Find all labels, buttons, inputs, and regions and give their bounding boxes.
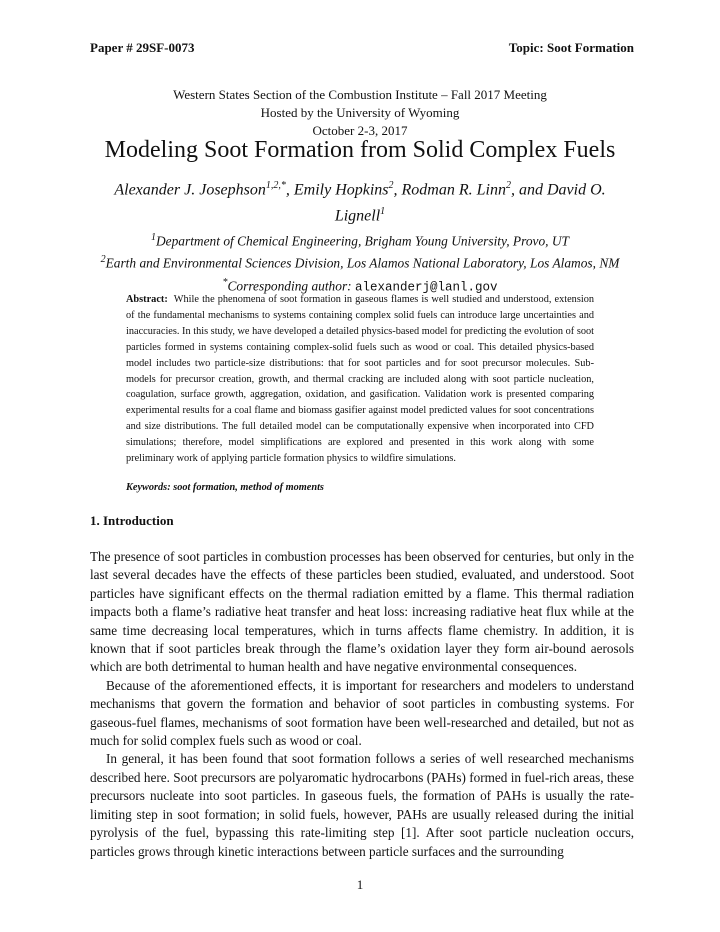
author-affiliation-mark: 2 [505, 180, 511, 191]
corresponding-mark: * [222, 276, 228, 288]
paragraph: In general, it has been found that soot formation follows a series of well researched mechanisms described here. Soot precursors are polyaromatic hydrocarbons (PAHs) formed in fuel-rich areas, these precursors nucleate into soot particles. In gaseous fuels, the formation of PAHs is usually the rate-limiting step in soot formation; in solid fuels, however, PAHs are usually released during the initial pyrolysis of the fuel, bypassing this rate-limiting step [1]. After soot particle nucleation occurs, particles grows through kinetic interactions between particle surfaces and the surrounding [90, 751, 634, 859]
affiliation-mark: 2 [100, 254, 106, 266]
body-text [90, 548, 634, 861]
author-separator: , [393, 181, 402, 199]
paper-topic: Topic: Soot Formation [508, 40, 634, 55]
author-affiliation-mark: 1,2,* [265, 180, 286, 191]
abstract-label: Abstract: [126, 294, 168, 305]
author-name: David O. Lignell [334, 181, 606, 225]
author-name: Rodman R. Linn [401, 181, 506, 199]
author-separator: , and [510, 181, 547, 199]
affiliation-text: Earth and Environmental Sciences Division, Los Alamos National Laboratory, Los Alamos, NM [105, 255, 620, 271]
author-affiliation-mark: 1 [380, 206, 386, 218]
paragraph: The presence of soot particles in combustion processes has been observed for centuries, but only in the last several decades have the effects of these particles been studied, evaluated, and understood. Soot particles have significant effects on the thermal radiation emitted by a flame. This thermal radiation impacts both a flame’s radiative heat transfer and heat loss: increasing radiative heat flux while at the same time decreasing local temperatures, which in turns affects flame chemistry. In addition, it is known that if soot particles break through the flame’s oxidation layer they form air-bound aerosols which are both detrimental to human health and have negative environmental consequences. [90, 549, 634, 675]
author-name: Emily Hopkins [293, 181, 389, 199]
author-separator: , [285, 181, 294, 199]
page-number: 1 [356, 877, 364, 892]
affiliation-2 [0, 250, 720, 272]
meeting-info [0, 86, 720, 140]
meeting-line-2: Hosted by the University of Wyoming [260, 105, 460, 120]
affiliation-1 [0, 228, 720, 250]
affiliations [0, 228, 720, 297]
paragraph: Because of the aforementioned effects, it is important for researchers and modelers to understand mechanisms that govern the formation and behavior of soot particles in combusting systems. For gaseous-fuel flames, mechanisms of soot formation have been well-researched and detailed, but not as much for solid complex fuels such as wood or coal. [90, 677, 634, 749]
corresponding-email: alexanderj@lanl.gov [354, 280, 498, 295]
affiliation-mark: 1 [151, 232, 156, 243]
meeting-line-3: October 2-3, 2017 [312, 123, 408, 138]
paper-title: Modeling Soot Formation from Solid Complex Fuels [104, 137, 616, 163]
corresponding-label: Corresponding author: [227, 278, 355, 294]
section-heading: 1. Introduction [90, 513, 174, 528]
keywords: Keywords: soot formation, method of moments [126, 482, 324, 493]
abstract [126, 292, 594, 467]
author-name: Alexander J. Josephson [114, 181, 266, 199]
meeting-line-1: Western States Section of the Combustion Institute – Fall 2017 Meeting [173, 87, 547, 102]
running-header [90, 40, 634, 58]
author-affiliation-mark: 2 [388, 180, 394, 191]
author-list [100, 175, 620, 228]
affiliation-text: Department of Chemical Engineering, Brigham Young University, Provo, UT [156, 233, 569, 249]
paper-number: Paper # 29SF-0073 [90, 40, 195, 55]
abstract-text: While the phenomena of soot formation in gaseous flames is well studied and understood, extension of the fundamental mechanisms to systems containing complex solid fuels can introduce large uncertainties and inaccuracies. In this study, we have developed a detailed physics-based model for predicting the evolution of soot particles formed in systems containing complex-solid fuels such as wood or coal. This detailed physics-based model includes two particle-size distributions: that for soot particles and for soot precursor molecules. Sub-models for precursor creation, growth, and thermal cracking are included along with soot particle nucleation, coagulation, surface growth, aggregation, oxidation, and gasification. Validation work is presented comparing experimental results for a coal flame and biomass gasifier against model predicted values for soot concentrations and size distributions. The full detailed model can be computationally expensive when incorporated into CFD simulations; therefore, model simplifications are explored and presented in this work along with some preliminary work of applying particle formation physics to wildfire simulations. [126, 294, 594, 465]
